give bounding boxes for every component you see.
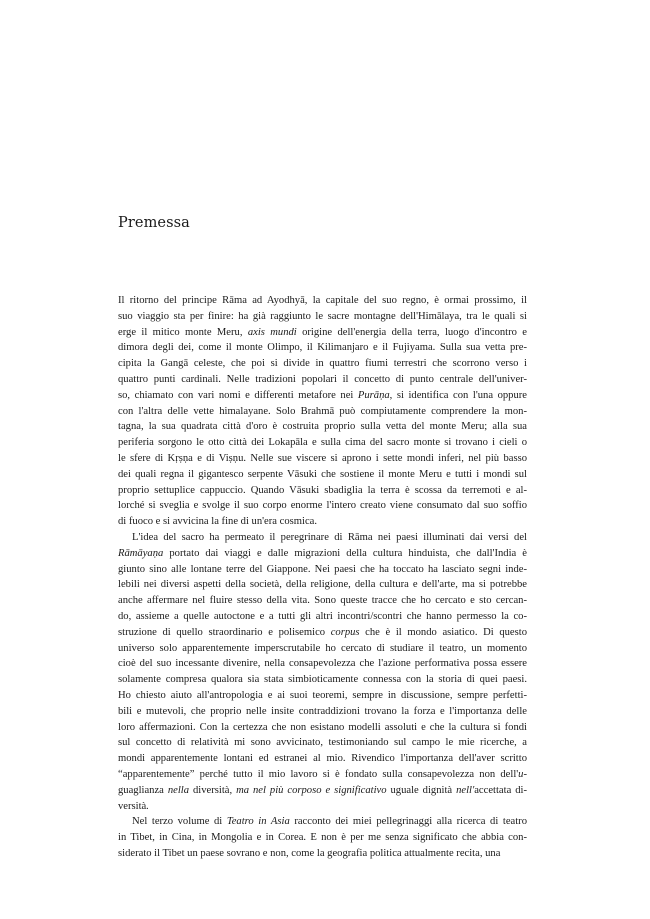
paragraph	[118, 530, 527, 814]
text-line: con l'altra delle vette himalayane. Solo Brahmā può compiutamente comprendere la mon-	[118, 405, 527, 417]
text-line: Il ritorno del principe Rāma ad Ayodhyā, la capitale del suo regno, è ormai prossimo, il	[118, 295, 527, 306]
text-line: proprio settuplice cappuccio. Quando Vāsuki sbadiglia la terra è scossa da terremoti e al-	[118, 484, 527, 496]
text-line: so, chiamato con vari nomi e differenti metafore nei Purāṇa, si identifica con l'una oppure	[118, 389, 527, 401]
text-line: do, assieme a quelle autoctone e a tutti gli altri incontri/scontri che hanno permesso la co-	[118, 610, 527, 622]
text-line: dimora degli dei, come il monte Olimpo, il Kilimanjaro e il Fujiyama. Sulla sua vetta pre-	[118, 342, 527, 354]
text-line: siderato il Tibet un paese sovrano e non, come la geografia politica attualmente recita, una	[118, 847, 501, 859]
text-line: cioè del suo incessante divenire, nella consapevolezza che l'azione performativa possa essere	[118, 658, 527, 670]
text-line: Nel terzo volume di Teatro in Asia racconto dei miei pellegrinaggi alla ricerca di teatro	[132, 816, 527, 828]
text-line: cipita la Gangā celeste, che poi si divide in quattro fiumi terrestri che scorrono verso i	[118, 358, 527, 370]
text-line: “apparentemente” perché tutto il mio lavoro si è fondato sulla consapevolezza non dell'u-	[118, 768, 527, 780]
text-line: in Tibet, in Cina, in Mongolia e in Corea. E non è per me senza significato che abbia con-	[118, 832, 527, 844]
text-line: lebili nei diversi aspetti della società, della religione, della cultura e dell'arte, ma si potrebbe	[118, 579, 527, 591]
text-line: quattro punti cardinali. Nelle tradizioni popolari il concetto di punto centrale dell'univer-	[118, 373, 527, 385]
text-line: loro affermazioni. Con la certezza che non esistano modelli assoluti e che la cultura si fondi	[118, 721, 527, 733]
text-line: universo solo apparentemente imperscrutabile ho cercato di studiare il teatro, un momento	[118, 642, 527, 654]
text-line: anche affermare nel fluire stesso della vita. Sono queste tracce che ho cercato e sto cercan-	[118, 595, 527, 607]
text-line: suo viaggio sta per finire: ha già raggiunto le sacre montagne dell'Himālaya, tra le quali si	[118, 310, 527, 322]
text-line: dei quali regna il gigantesco serpente Vāsuki che sostiene il monte Meru e tutti i mondi sul	[118, 468, 527, 480]
text-line: di fuoco e si avvicina la fine di un'era cosmica.	[118, 516, 317, 528]
paragraph	[118, 293, 527, 530]
text-line: mondi apparentemente lontani ed estranei al mio. Rivendico l'importanza dell'aver scritto	[118, 753, 527, 765]
paragraph	[118, 814, 527, 861]
body-text	[118, 293, 527, 862]
text-line: versità.	[118, 800, 149, 812]
text-line: sul concetto di relatività mi sono avvicinato, testimoniando sul campo le mie ricerche, a	[118, 737, 527, 749]
text-line: struzione di quello straordinario e polisemico corpus che è il mondo asiatico. Di questo	[118, 626, 527, 638]
text-line: Ho chiesto aiuto all'antropologia e ai suoi teoremi, sempre in discussione, sempre perfetti-	[118, 689, 527, 701]
text-line: le sfere di Kṛṣṇa e di Viṣṇu. Nelle sue viscere si aprono i sette mondi inferi, nel più basso	[118, 452, 527, 464]
text-line: giunto sino alle lontane terre del Giappone. Nei paesi che ha toccato ha lasciato segni inde-	[118, 563, 527, 575]
chapter-title: Premessa	[118, 215, 190, 231]
text-line: Rāmāyaṇa portato dai viaggi e dalle migrazioni della cultura hinduista, che dall'India è	[118, 547, 527, 559]
text-line: guaglianza nella diversità, ma nel più corposo e significativo uguale dignità nell'accettata di-	[118, 784, 528, 796]
text-line: tagna, la sua quadrata città d'oro è costruita proprio sulla vetta del monte Meru; alla sua	[118, 421, 527, 433]
text-line: periferia sorgono le otto città dei Lokapāla e sulla cima del sacro monte si trovano i cieli o	[118, 437, 527, 449]
text-line: bili e mutevoli, che proprio nelle insite contraddizioni trovano la forza e l'importanza delle	[118, 705, 527, 717]
text-line: lorché si sveglia e svolge il suo corpo enorme l'intero creato viene consumato dal suo soffio	[118, 500, 527, 512]
text-line: solamente compresa qualora sia stata simbioticamente connessa con la storia di quei paesi.	[118, 674, 527, 686]
text-line: erge il mitico monte Meru, axis mundi origine dell'energia della terra, luogo d'incontro e	[118, 326, 527, 338]
text-line: L'idea del sacro ha permeato il peregrinare di Rāma nei paesi illuminati dai versi del	[132, 531, 527, 543]
